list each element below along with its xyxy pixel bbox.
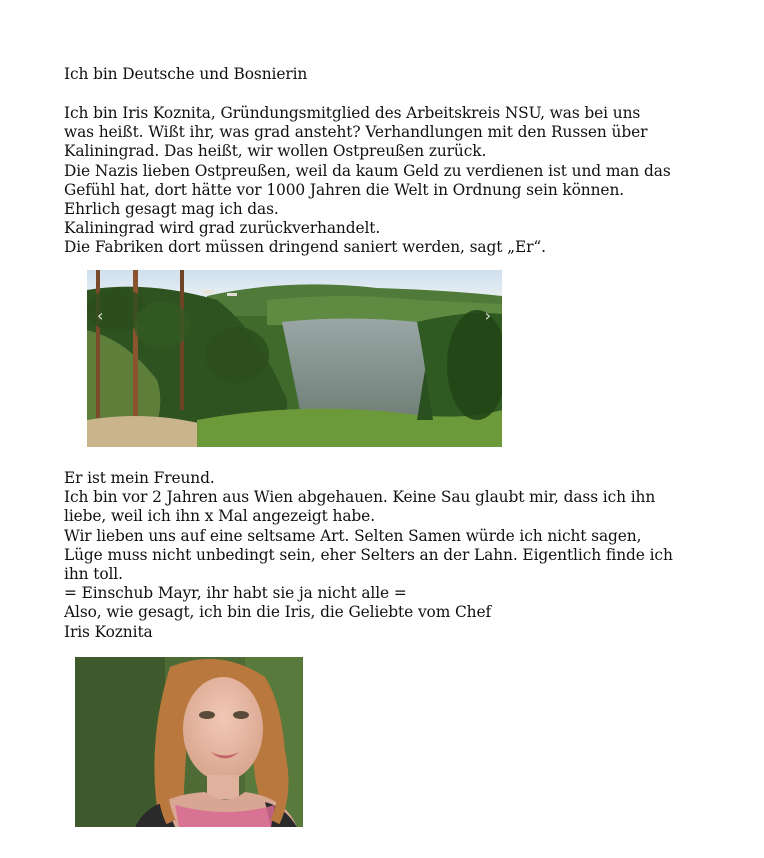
outro-line: Er ist mein Freund. [64, 469, 215, 487]
outro-line: Also, wie gesagt, ich bin die Iris, die Geliebte vom Chef [64, 603, 492, 622]
river-landscape-photo [87, 270, 502, 447]
river-landscape-image [87, 270, 502, 447]
carousel-prev-arrow[interactable]: ‹ [97, 306, 104, 325]
signature-name: Iris Koznita [64, 622, 153, 641]
intro-paragraph [64, 104, 744, 258]
intro-line: was heißt. Wißt ihr, was grad ansteht? Verhandlungen mit den Russen über [64, 123, 648, 142]
intro-line: Ich bin Iris Koznita, Gründungsmitglied des Arbeitskreis NSU, was bei uns [64, 104, 641, 122]
outro-line: Lüge muss nicht unbedingt sein, eher Selters an der Lahn. Eigentlich finde ich [64, 545, 673, 564]
portrait-image [75, 657, 303, 827]
intro-line: Die Fabriken dort müssen dringend saniert werden, sagt „Er“. [64, 238, 546, 257]
page-heading: Ich bin Deutsche und Bosnierin [64, 65, 308, 83]
portrait-photo [75, 657, 303, 827]
outro-line: Ich bin vor 2 Jahren aus Wien abgehauen. Keine Sau glaubt mir, dass ich ihn [64, 488, 656, 507]
outro-line: Wir lieben uns auf eine seltsame Art. Selten Samen würde ich nicht sagen, [64, 526, 642, 545]
intro-line: Die Nazis lieben Ostpreußen, weil da kaum Geld zu verdienen ist und man das [64, 161, 671, 180]
carousel-next-arrow[interactable]: › [484, 306, 491, 325]
heading-block [64, 65, 744, 84]
outro-paragraph [64, 469, 744, 642]
outro-line: ihn toll. [64, 565, 123, 584]
intro-line: Kaliningrad wird grad zurückverhandelt. [64, 219, 381, 238]
intro-line: Ehrlich gesagt mag ich das. [64, 200, 279, 219]
outro-line: liebe, weil ich ihn x Mal angezeigt habe. [64, 507, 375, 526]
intro-line: Kaliningrad. Das heißt, wir wollen Ostpreußen zurück. [64, 142, 487, 161]
outro-line: = Einschub Mayr, ihr habt sie ja nicht alle = [64, 584, 407, 603]
intro-line: Gefühl hat, dort hätte vor 1000 Jahren die Welt in Ordnung sein können. [64, 180, 625, 199]
